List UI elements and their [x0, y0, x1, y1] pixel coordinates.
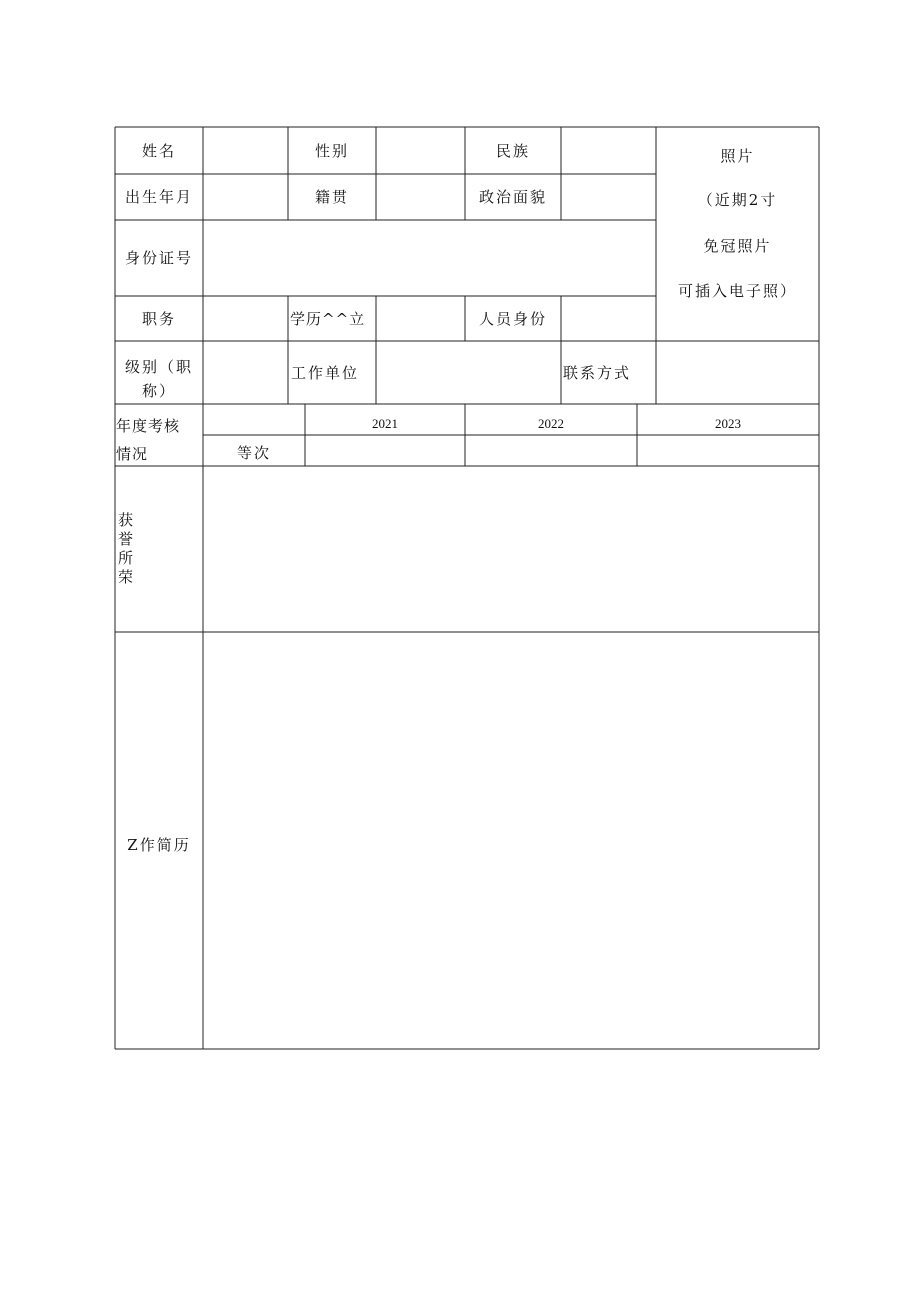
resume-label: Z作简历	[127, 836, 191, 854]
personnel-status-label: 人员身份	[478, 310, 547, 328]
assessment-label-line-1: 年度考核	[116, 417, 181, 435]
id-number-label: 身份证号	[124, 249, 193, 267]
photo-line-3: 免冠照片	[703, 237, 772, 255]
year-header-2023: 2023	[715, 416, 741, 431]
gender-label: 性别	[314, 142, 349, 160]
honors-label: 获誉所荣	[118, 511, 134, 586]
level-label-line-1: 级别（职	[124, 358, 193, 376]
ethnicity-label: 民族	[495, 142, 530, 160]
photo-line-4: 可插入电子照）	[677, 282, 797, 300]
position-label: 职务	[141, 310, 176, 328]
political-status-label: 政治面貌	[478, 188, 547, 206]
year-header-2022: 2022	[538, 416, 564, 431]
name-label: 姓名	[141, 142, 176, 160]
level-label-line-2: 称）	[141, 382, 176, 400]
native-place-label: 籍贯	[314, 188, 349, 206]
work-unit-label: 工作单位	[291, 364, 360, 382]
photo-line-2: （近期2寸	[697, 191, 778, 209]
birth-label: 出生年月	[124, 188, 193, 206]
assessment-label-line-2: 情况	[116, 445, 149, 463]
contact-label: 联系方式	[563, 364, 632, 382]
grade-label: 等次	[236, 444, 271, 462]
honors-field[interactable]	[206, 470, 816, 628]
education-label: 学历^^立	[290, 310, 366, 328]
photo-line-1: 照片	[720, 147, 755, 165]
year-header-2021: 2021	[372, 416, 398, 431]
resume-field[interactable]	[206, 636, 816, 1044]
